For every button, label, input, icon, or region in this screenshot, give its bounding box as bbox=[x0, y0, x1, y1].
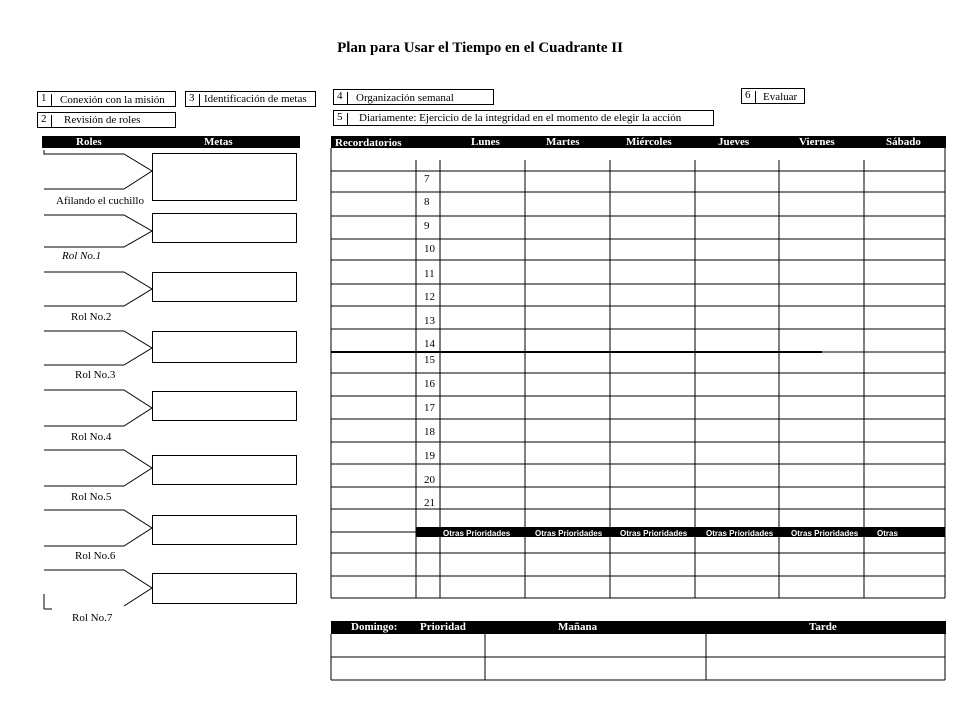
step-number: 4 bbox=[337, 90, 343, 102]
day-heading-lunes: Lunes bbox=[471, 136, 500, 148]
hour-label: 11 bbox=[424, 268, 435, 280]
other-priorities-label: Otras Prioridades bbox=[535, 529, 603, 538]
hour-label: 9 bbox=[424, 220, 430, 232]
day-heading-viernes: Viernes bbox=[799, 136, 835, 148]
step-label: Conexión con la misión bbox=[60, 94, 165, 106]
hour-label: 12 bbox=[424, 291, 435, 303]
role-label: Rol No.4 bbox=[71, 431, 112, 443]
step-number: 6 bbox=[745, 89, 751, 101]
role-label: Rol No.7 bbox=[72, 612, 113, 624]
other-priorities-label: Otras Prioridades bbox=[443, 529, 511, 538]
role-label: Rol No.5 bbox=[71, 491, 112, 503]
hour-label: 16 bbox=[424, 378, 435, 390]
sunday-label: Domingo: bbox=[351, 621, 398, 633]
step-number: 3 bbox=[189, 92, 195, 104]
step-number: 2 bbox=[41, 113, 47, 125]
step-number: 5 bbox=[337, 111, 343, 123]
hour-label: 13 bbox=[424, 315, 435, 327]
hour-label: 21 bbox=[424, 497, 435, 509]
hour-label: 18 bbox=[424, 426, 435, 438]
step-label: Diariamente: Ejercicio de la integridad en el momento de elegir la acción bbox=[359, 112, 682, 124]
step-number: 1 bbox=[41, 92, 47, 104]
step-label: Organización semanal bbox=[356, 92, 454, 104]
role-label: Rol No.1 bbox=[62, 250, 102, 262]
hour-label: 8 bbox=[424, 196, 430, 208]
step-label: Identificación de metas bbox=[204, 93, 307, 105]
hour-label: 7 bbox=[424, 173, 430, 185]
day-heading-martes: Martes bbox=[546, 136, 580, 148]
hour-label: 10 bbox=[424, 243, 435, 255]
role-label: Afilando el cuchillo bbox=[56, 195, 144, 207]
morning-heading: Mañana bbox=[558, 621, 598, 633]
metas-heading: Metas bbox=[204, 136, 233, 148]
hour-label: 20 bbox=[424, 474, 435, 486]
afternoon-heading: Tarde bbox=[809, 621, 837, 633]
step-label: Revisión de roles bbox=[64, 114, 141, 126]
day-heading-miercoles: Miércoles bbox=[626, 136, 672, 148]
role-label: Rol No.6 bbox=[75, 550, 116, 562]
role-label: Rol No.2 bbox=[71, 311, 112, 323]
reminders-heading: Recordatorios bbox=[335, 137, 402, 149]
other-priorities-label: Otras Prioridades bbox=[791, 529, 859, 538]
other-priorities-label: Otras Prioridades bbox=[706, 529, 774, 538]
page-title: Plan para Usar el Tiempo en el Cuadrante II bbox=[337, 40, 623, 56]
other-priorities-label: Otras bbox=[877, 529, 898, 538]
step-label: Evaluar bbox=[763, 91, 798, 103]
day-heading-jueves: Jueves bbox=[718, 136, 750, 148]
roles-heading: Roles bbox=[76, 136, 102, 148]
hour-label: 14 bbox=[424, 338, 435, 350]
day-heading-sabado: Sábado bbox=[886, 136, 921, 148]
role-label: Rol No.3 bbox=[75, 369, 116, 381]
hour-label: 17 bbox=[424, 402, 435, 414]
hour-label: 19 bbox=[424, 450, 435, 462]
hour-label: 15 bbox=[424, 354, 435, 366]
other-priorities-label: Otras Prioridades bbox=[620, 529, 688, 538]
priority-heading: Prioridad bbox=[420, 621, 466, 633]
